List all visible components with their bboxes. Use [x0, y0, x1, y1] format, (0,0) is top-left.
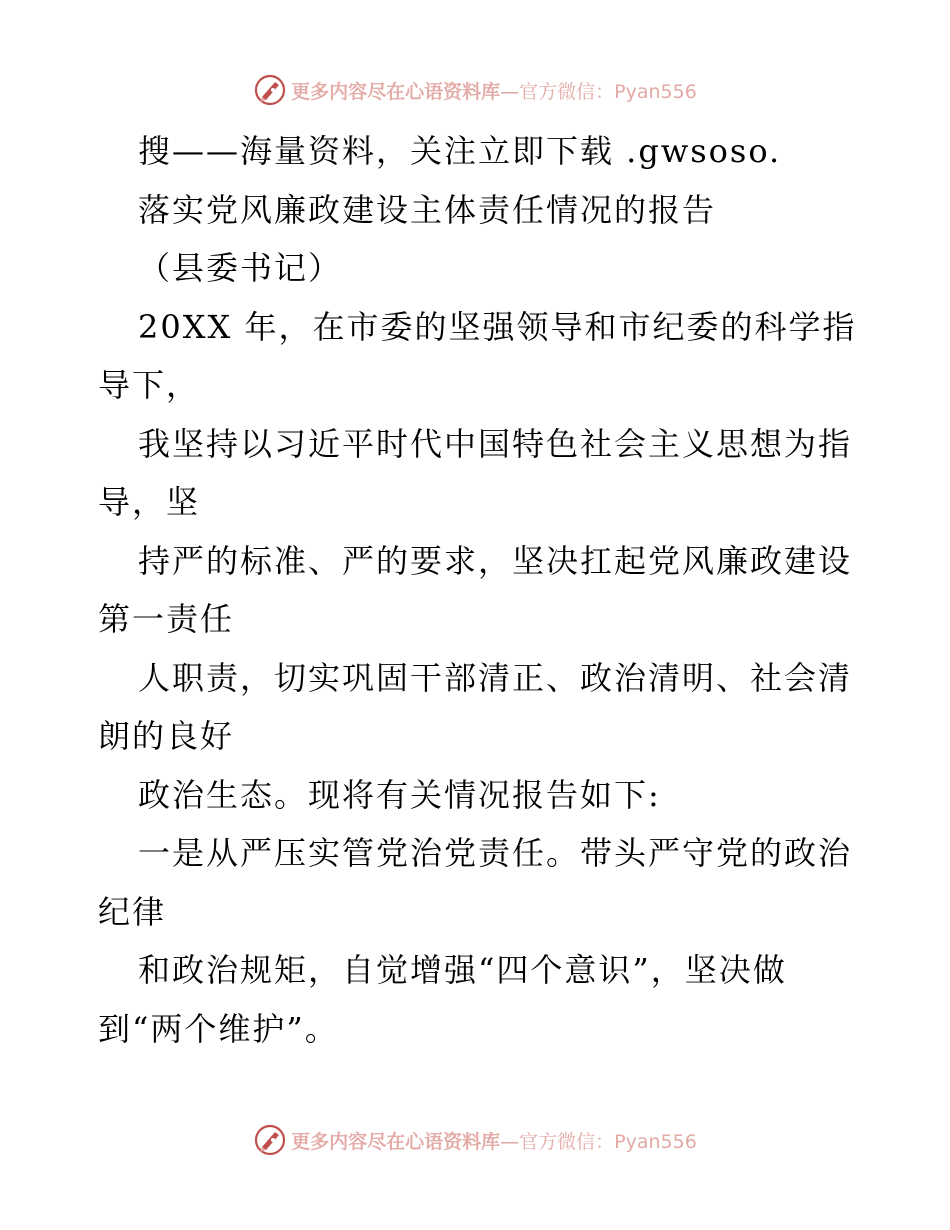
body-line: 搜——海量资料，关注立即下载 .gwsoso.: [138, 132, 782, 170]
body-line: 纪律: [98, 892, 167, 931]
body-line: 政治生态。现将有关情况报告如下:: [138, 775, 661, 814]
watermark-dash: —: [500, 80, 520, 103]
body-line: 导下，: [98, 366, 201, 404]
watermark-text: [291, 1127, 697, 1154]
watermark-wechat: 官方微信：Pyan556: [519, 1130, 697, 1153]
document-body: [98, 122, 858, 1058]
document-subtitle: （县委书记）: [138, 249, 343, 287]
body-line: 和政治规矩，自觉增强“四个意识”，坚决做: [138, 951, 787, 989]
body-line: 一是从严压实管党治党责任。带头严守党的政治: [138, 834, 853, 872]
body-line: 我坚持以习近平时代中国特色社会主义思想为指: [138, 424, 853, 463]
pen-logo-icon: [253, 73, 287, 107]
document-title: 落实党风廉政建设主体责任情况的报告: [138, 190, 717, 229]
body-line: 第一责任: [98, 600, 235, 638]
body-line: 20XX 年，在市委的坚强领导和市纪委的科学指: [138, 307, 857, 346]
pen-logo-icon: [253, 1123, 287, 1157]
header-watermark: [0, 70, 950, 110]
body-line: 朗的良好: [98, 717, 235, 755]
body-line: 持严的标准、严的要求，坚决扛起党风廉政建设: [138, 541, 853, 580]
watermark-title: 更多内容尽在心语资料库: [291, 80, 501, 103]
watermark-wechat: 官方微信：Pyan556: [519, 80, 697, 103]
body-line: 到“两个维护”。: [98, 1009, 339, 1048]
watermark-text: [291, 77, 697, 104]
body-line: 人职责，切实巩固干部清正、政治清明、社会清: [138, 658, 853, 697]
footer-watermark: [0, 1120, 950, 1160]
watermark-dash: —: [500, 1130, 520, 1153]
watermark-title: 更多内容尽在心语资料库: [291, 1130, 501, 1153]
body-line: 导，坚: [98, 483, 201, 521]
